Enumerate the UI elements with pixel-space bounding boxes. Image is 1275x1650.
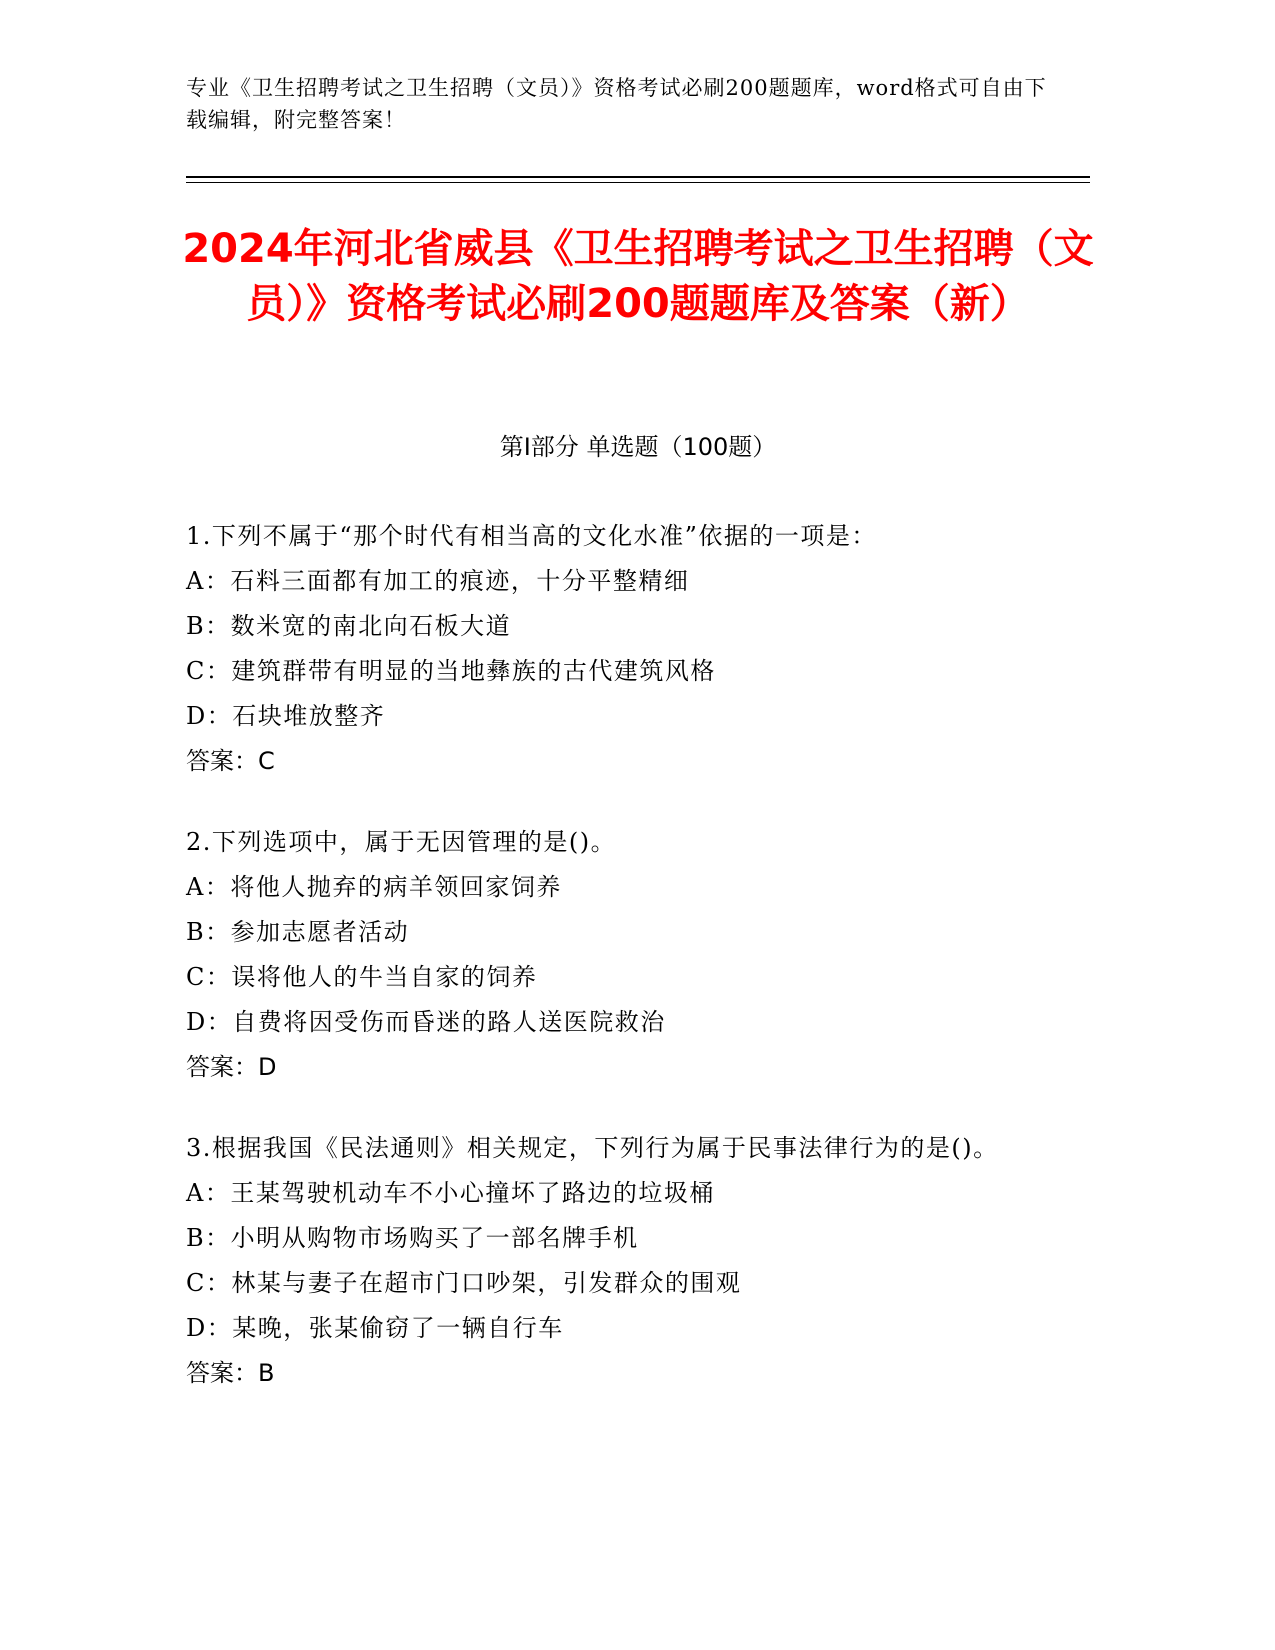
- header-divider-thick: [186, 176, 1090, 178]
- option-d: D：石块堆放整齐: [186, 702, 386, 730]
- option-a: A：王某驾驶机动车不小心撞坏了路边的垃圾桶: [186, 1179, 715, 1207]
- option-c: C：林某与妻子在超市门口吵架，引发群众的围观: [186, 1269, 742, 1297]
- option-a: A：石料三面都有加工的痕迹，十分平整精细: [186, 567, 690, 595]
- question-3: [186, 1126, 1090, 1396]
- question-list: [186, 514, 1090, 1432]
- answer: 答案：B: [186, 1359, 275, 1387]
- option-a: A：将他人抛弃的病羊领回家饲养: [186, 873, 562, 901]
- answer: 答案：C: [186, 747, 275, 775]
- header-divider-thin: [186, 182, 1090, 183]
- option-c: C：误将他人的牛当自家的饲养: [186, 963, 538, 991]
- document-title: 2024年河北省威县《卫生招聘考试之卫生招聘（文员）》资格考试必刷200题题库及答案（新）: [182, 226, 1094, 327]
- section-title: 第Ⅰ部分 单选题（100题）: [499, 433, 777, 461]
- question-2: [186, 820, 1090, 1090]
- option-b: B：参加志愿者活动: [186, 918, 410, 946]
- option-c: C：建筑群带有明显的当地彝族的古代建筑风格: [186, 657, 716, 685]
- question-1: [186, 514, 1090, 784]
- option-d: D：自费将因受伤而昏迷的路人送医院救治: [186, 1008, 666, 1036]
- option-b: B：小明从购物市场购买了一部名牌手机: [186, 1224, 639, 1252]
- question-stem: 3.根据我国《民法通则》相关规定，下列行为属于民事法律行为的是()。: [186, 1134, 999, 1162]
- header-note: 专业《卫生招聘考试之卫生招聘（文员）》资格考试必刷200题题库，word格式可自由下载编辑，附完整答案！: [186, 76, 1047, 132]
- option-b: B：数米宽的南北向石板大道: [186, 612, 512, 640]
- answer: 答案：D: [186, 1053, 277, 1081]
- question-stem: 2.下列选项中，属于无因管理的是()。: [186, 828, 617, 856]
- option-d: D：某晚，张某偷窃了一辆自行车: [186, 1314, 564, 1342]
- question-stem: 1.下列不属于“那个时代有相当高的文化水准”依据的一项是：: [186, 522, 877, 550]
